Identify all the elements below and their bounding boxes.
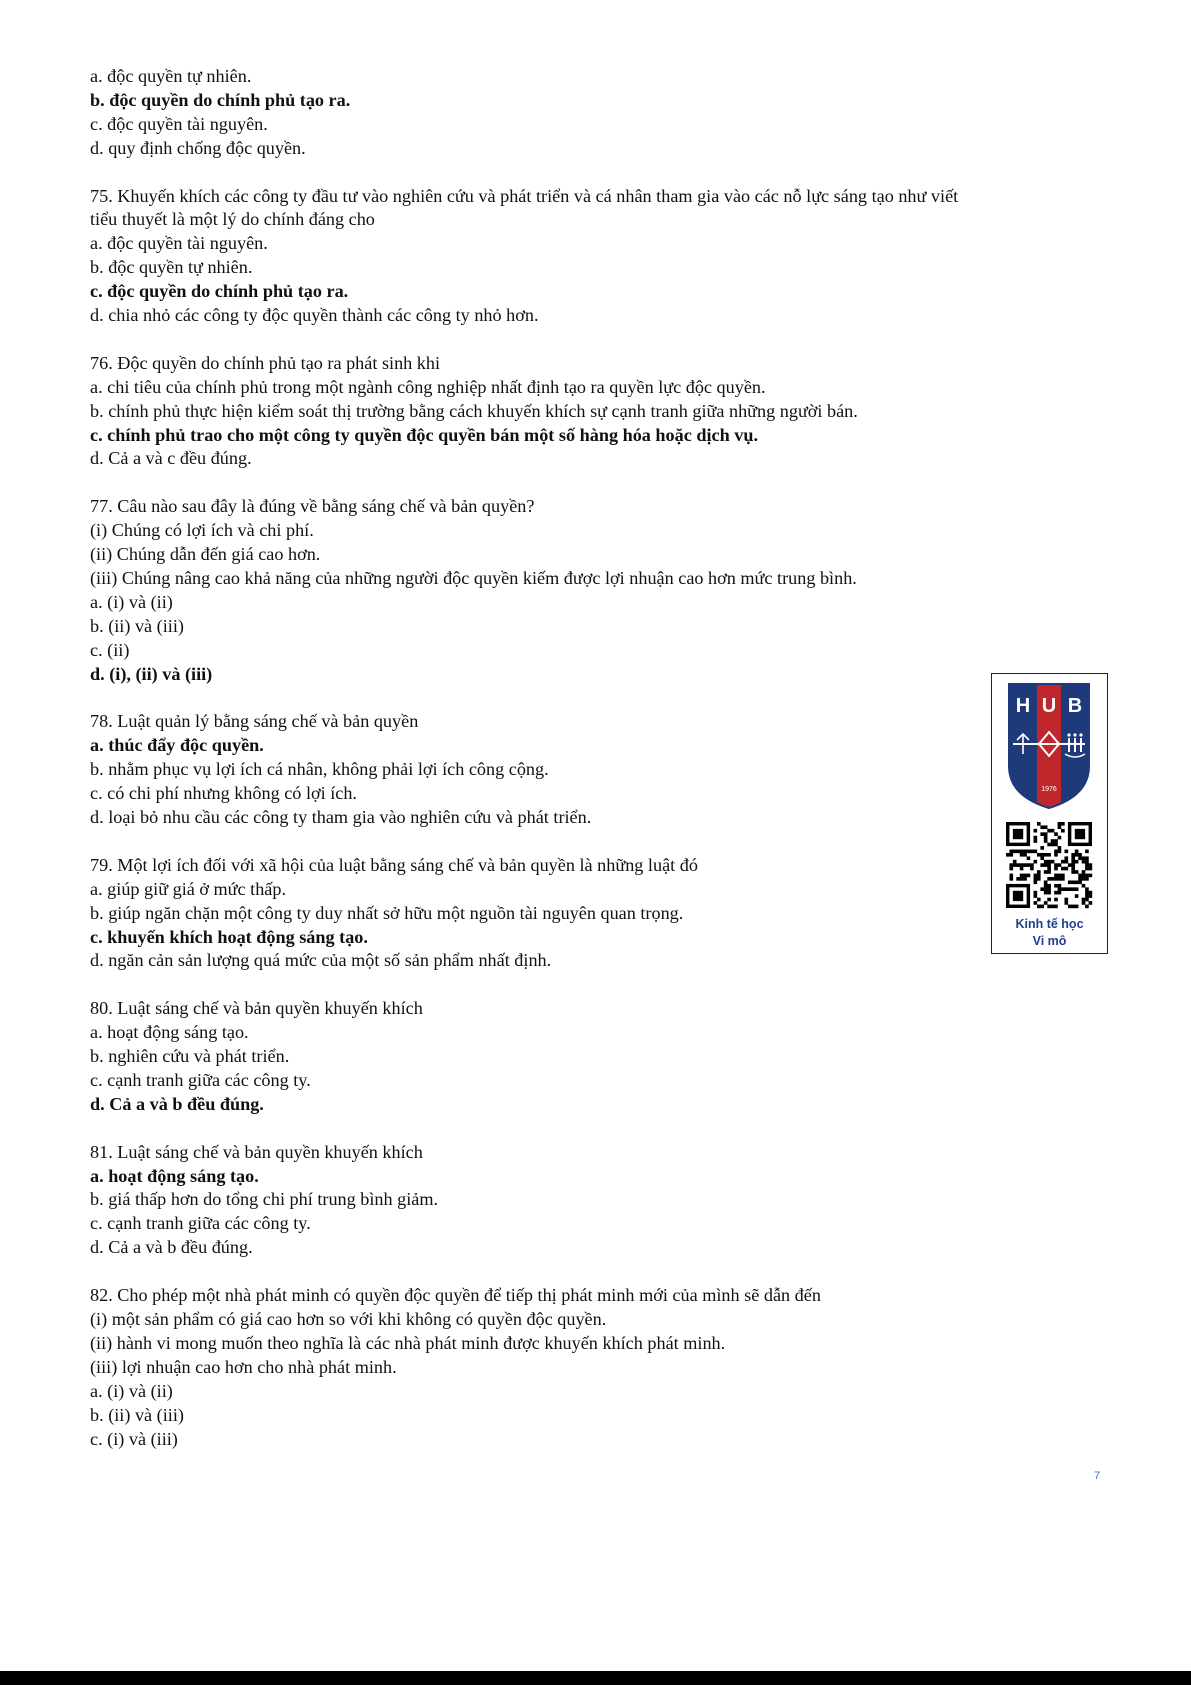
hub-logo-graphic (992, 674, 1106, 914)
question-spacer (90, 1260, 1090, 1284)
question-line: 78. Luật quản lý bằng sáng chế và bản quyền (90, 711, 419, 732)
question-line: d. quy định chống độc quyền. (90, 137, 306, 158)
question-line: d. ngăn cản sản lượng quá mức của một số sản phẩm nhất định. (90, 950, 552, 971)
answer-line-correct: a. thúc đẩy độc quyền. (90, 735, 264, 756)
question-line: 80. Luật sáng chế và bản quyền khuyến khích (90, 998, 423, 1019)
question-line: d. Cả a và c đều đúng. (90, 448, 252, 469)
question-line: 77. Câu nào sau đây là đúng về bằng sáng chế và bản quyền? (90, 496, 535, 517)
hub-letter-u: U (1041, 695, 1057, 717)
question-spacer (90, 328, 1090, 352)
question-block (90, 710, 1090, 830)
question-line: d. chia nhỏ các công ty độc quyền thành các công ty nhỏ hơn. (90, 305, 539, 326)
question-spacer (90, 471, 1090, 495)
question-line: b. nhằm phục vụ lợi ích cá nhân, không phải lợi ích công cộng. (90, 759, 549, 780)
question-line: a. (i) và (ii) (90, 591, 173, 612)
question-line: a. độc quyền tự nhiên. (90, 66, 252, 86)
question-spacer (90, 161, 1090, 185)
bottom-border-bar (0, 1671, 1191, 1685)
question-line: 81. Luật sáng chế và bản quyền khuyến khích (90, 1141, 423, 1162)
question-line: c. có chi phí nhưng không có lợi ích. (90, 783, 357, 804)
answer-line-correct: c. độc quyền do chính phủ tạo ra. (90, 281, 349, 302)
question-line: d. Cả a và b đều đúng. (90, 1237, 253, 1258)
question-line: b. độc quyền tự nhiên. (90, 257, 253, 278)
question-line: b. giá thấp hơn do tổng chi phí trung bình giảm. (90, 1189, 439, 1210)
question-block (90, 65, 1090, 161)
question-line: b. giúp ngăn chặn một công ty duy nhất sở hữu một nguồn tài nguyên quan trọng. (90, 902, 684, 923)
question-line: a. chi tiêu của chính phủ trong một ngành công nghiệp nhất định tạo ra quyền lực độc quyền. (90, 376, 766, 397)
answer-line-correct: b. độc quyền do chính phủ tạo ra. (90, 89, 351, 110)
answer-line-correct: a. hoạt động sáng tạo. (90, 1165, 259, 1186)
question-block (90, 185, 1090, 328)
question-line: (ii) hành vi mong muốn theo nghĩa là các nhà phát minh được khuyến khích phát minh. (90, 1332, 726, 1353)
answer-line-correct: d. Cả a và b đều đúng. (90, 1093, 264, 1114)
question-line: c. cạnh tranh giữa các công ty. (90, 1213, 311, 1234)
question-line: c. độc quyền tài nguyên. (90, 113, 268, 134)
answer-line-correct: c. khuyến khích hoạt động sáng tạo. (90, 926, 368, 947)
question-line: 76. Độc quyền do chính phủ tạo ra phát sinh khi (90, 352, 441, 373)
question-line: b. (ii) và (iii) (90, 1404, 184, 1425)
question-spacer (90, 1117, 1090, 1141)
question-spacer (90, 687, 1090, 711)
question-line: (i) Chúng có lợi ích và chi phí. (90, 520, 314, 541)
question-line: c. (i) và (iii) (90, 1428, 178, 1449)
question-line: a. giúp giữ giá ở mức thấp. (90, 878, 287, 899)
question-line: c. (ii) (90, 639, 130, 660)
page-number: 7 (1094, 1470, 1101, 1482)
question-list (90, 65, 1090, 1451)
question-block (90, 352, 1090, 472)
question-block (90, 997, 1090, 1117)
hub-shield-icon (1009, 684, 1089, 808)
question-line: 75. Khuyến khích các công ty đầu tư vào nghiên cứu và phát triển và cá nhân tham gia vào các nỗ lực sáng tạo như viết (90, 185, 959, 206)
answer-line-correct: c. chính phủ trao cho một công ty quyền độc quyền bán một số hàng hóa hoặc dịch vụ. (90, 424, 759, 445)
answer-line-correct: d. (i), (ii) và (iii) (90, 663, 213, 684)
logo-caption-subject: Kinh tế học (1015, 917, 1084, 931)
question-block (90, 1284, 1090, 1451)
question-block (90, 1141, 1090, 1261)
question-block (90, 495, 1090, 686)
question-line: b. chính phủ thực hiện kiểm soát thị trường bằng cách khuyến khích sự cạnh tranh giữa những người bán. (90, 400, 858, 421)
question-line: (i) một sản phẩm có giá cao hơn so với khi không có quyền độc quyền. (90, 1309, 607, 1329)
question-spacer (90, 973, 1090, 997)
question-line: a. hoạt động sáng tạo. (90, 1022, 249, 1043)
question-line: (iii) lợi nhuận cao hơn cho nhà phát minh. (90, 1356, 397, 1377)
hub-year: 1976 (1041, 786, 1057, 793)
qr-code-icon (1006, 822, 1092, 908)
hub-logo-panel (991, 673, 1108, 954)
question-line: d. loại bỏ nhu cầu các công ty tham gia vào nghiên cứu và phát triển. (90, 807, 592, 828)
question-line: 79. Một lợi ích đối với xã hội của luật bằng sáng chế và bản quyền là những luật đó (90, 854, 698, 875)
question-line: b. (ii) và (iii) (90, 615, 184, 636)
question-line: tiểu thuyết là một lý do chính đáng cho (90, 209, 375, 230)
question-spacer (90, 830, 1090, 854)
hub-letter-h: H (1015, 695, 1031, 717)
question-line: 82. Cho phép một nhà phát minh có quyền độc quyền để tiếp thị phát minh mới của mình sẽ dẫn đến (90, 1285, 821, 1306)
question-line: (ii) Chúng dẫn đến giá cao hơn. (90, 544, 321, 565)
question-line: c. cạnh tranh giữa các công ty. (90, 1069, 311, 1090)
logo-caption-course: Vi mô (1032, 934, 1067, 948)
hub-letter-b: B (1067, 695, 1083, 717)
question-line: b. nghiên cứu và phát triển. (90, 1046, 290, 1067)
question-block (90, 854, 1090, 974)
question-line: a. (i) và (ii) (90, 1380, 173, 1401)
question-line: (iii) Chúng nâng cao khả năng của những người độc quyền kiếm được lợi nhuận cao hơn mức trung bình. (90, 567, 857, 588)
question-line: a. độc quyền tài nguyên. (90, 233, 268, 254)
